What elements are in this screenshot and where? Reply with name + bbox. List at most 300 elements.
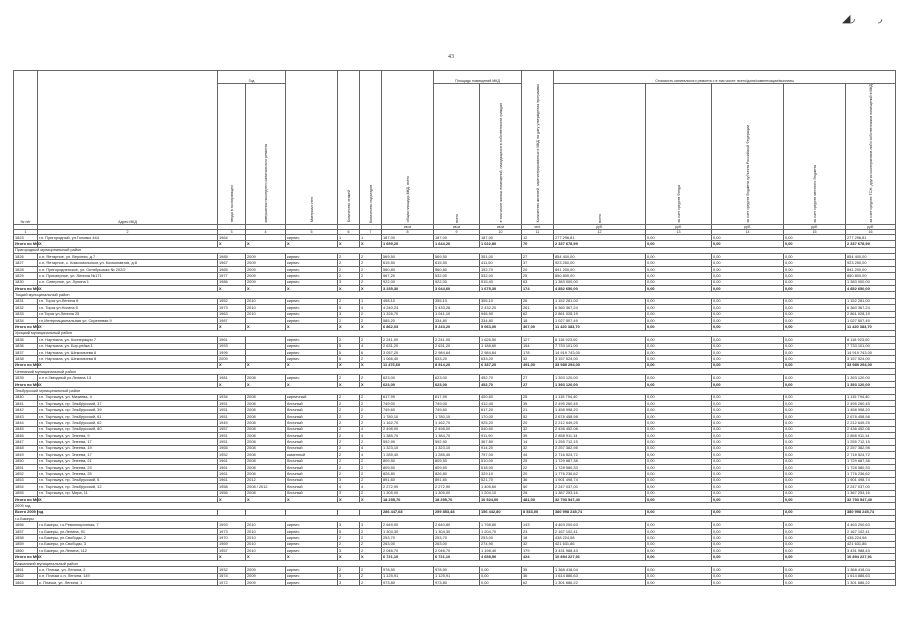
table-cell: 70 [522, 241, 554, 247]
table-cell: X [360, 381, 382, 387]
table-cell: 44 [522, 452, 554, 458]
table-cell: X [360, 362, 382, 368]
table-cell: 2010 [246, 541, 286, 547]
table-cell: 1 304,30 [434, 528, 480, 534]
table-cell: 0,00 [646, 381, 712, 387]
table-cell: 2010 [246, 548, 286, 554]
table-cell: 2 [338, 260, 360, 266]
unit-cell: руб. [846, 224, 896, 229]
table-cell: 0,00 [646, 260, 712, 266]
table-cell: 2009 [246, 567, 286, 573]
table-cell: 2 436 452,08 [846, 426, 896, 432]
table-cell: 0,00 [646, 337, 712, 343]
table-cell: 27 [522, 254, 554, 260]
table-cell: 973,80 [434, 579, 480, 585]
table-cell: 1851 [14, 464, 38, 470]
table-cell: 0,00 [784, 464, 846, 470]
table-cell: 749,00 [434, 401, 480, 407]
table-cell: кирпич [286, 522, 338, 528]
table-cell: 192,70 [480, 266, 522, 272]
table-cell: 3 044,60 [434, 286, 480, 292]
table-cell: 2 [360, 407, 382, 413]
table-cell: 0,00 [712, 548, 784, 554]
table-cell: X [338, 381, 360, 387]
table-cell: 623,00 [382, 381, 434, 387]
table-cell: 1855 [14, 490, 38, 496]
table-cell: блочный [286, 433, 338, 439]
table-cell: 0,00 [712, 573, 784, 579]
table-cell: 1 776 236,62 [846, 471, 896, 477]
table-cell: с.п. Пригородненское, ул. Октябрьская № 202/2 [38, 266, 218, 272]
table-cell: 2 337 678,99 [554, 241, 646, 247]
table-cell: 1836 [14, 343, 38, 349]
table-cell: 1 675,30 [480, 286, 522, 292]
table-cell: 62 [522, 579, 554, 585]
table-cell: 540,60 [480, 426, 522, 432]
table-cell: 334,80 [480, 317, 522, 323]
register-body [14, 234, 896, 585]
col-head-last-repair [246, 84, 286, 225]
table-cell: 2 [360, 394, 382, 400]
table-cell: 0,00 [784, 381, 846, 387]
table-cell: 0,00 [784, 471, 846, 477]
table-cell: 1835 [14, 337, 38, 343]
table-cell: Итого по МО [15, 381, 40, 387]
table-cell: 1 368 418,04 [554, 567, 646, 573]
table-cell: 1973 [218, 305, 246, 311]
table-cell: 592,90 [382, 439, 434, 445]
table-cell: 0,00 [784, 241, 846, 247]
table-cell: г.о.Бакеры, г.о.Революционная, 7 [38, 522, 218, 528]
table-cell: 438 224,58 [554, 535, 646, 541]
col-head-wall-material-text: Материал стен [309, 197, 314, 223]
table-cell: 0,00 [712, 401, 784, 407]
table-cell: г.п. Тырныауз, ул. Энеева, 21 [38, 458, 218, 464]
table-cell: 2009 [246, 579, 286, 585]
table-cell: 263,00 [382, 541, 434, 547]
table-cell: 25 [522, 458, 554, 464]
table-cell: кирпич [286, 541, 338, 547]
table-cell: 1 644,20 [434, 241, 480, 247]
table-cell: 1863 [14, 579, 38, 585]
table-cell: 170,00 [480, 413, 522, 419]
table-cell: 2 [338, 458, 360, 464]
table-cell: 0,00 [784, 349, 846, 355]
table-cell: 1961 [218, 458, 246, 464]
table-cell: 32 [522, 356, 554, 362]
table-cell: 923 250,00 [554, 260, 646, 266]
col-head-area-all-text: всего [454, 213, 459, 223]
table-cell: 154 [522, 343, 554, 349]
col-head-cost-all-text: всего [597, 213, 602, 223]
col-head-cost-all [554, 84, 646, 225]
table-cell: 3 157 524,00 [846, 356, 896, 362]
table-cell: 0,00 [712, 381, 784, 387]
table-cell: 0,00 [712, 234, 784, 240]
table-cell: 0,00 [712, 311, 784, 317]
table-cell: 143 [522, 522, 554, 528]
table-cell: 2 [360, 375, 382, 381]
table-cell: X [360, 241, 382, 247]
table-cell: 1844 [14, 420, 38, 426]
table-cell: 532,00 [434, 273, 480, 279]
table-cell: X [246, 496, 286, 502]
table-cell: 1860 [14, 548, 38, 554]
table-cell: X [286, 381, 338, 387]
table-cell: 2 716 524,72 [554, 452, 646, 458]
table-cell: 0,00 [480, 567, 522, 573]
table-cell: 973,80 [382, 579, 434, 585]
table-cell: 1843 [14, 413, 38, 419]
table-cell: 18 [522, 317, 554, 323]
table-cell: 1 285,40 [382, 452, 434, 458]
table-cell: 2 [338, 298, 360, 304]
table-cell: 36 [522, 477, 554, 483]
table-cell: 37 [522, 260, 554, 266]
table-cell: 52 [522, 413, 554, 419]
table-cell: 0,00 [646, 573, 712, 579]
table-cell: 2 498,00 [382, 426, 434, 432]
table-cell: 1 301 686,22 [554, 579, 646, 585]
table-cell: 7 733 101,00 [846, 343, 896, 349]
table-cell: г.п.Интернациональная ул. Сиреневая 9 [38, 317, 218, 323]
table-cell: 2 167 102,41 [554, 528, 646, 534]
table-cell: 2008 / 2012 [246, 484, 286, 490]
table-cell: 4 240,24 [382, 305, 434, 311]
table-cell: 2010 [246, 535, 286, 541]
table-cell: 0,00 [712, 375, 784, 381]
table-cell: 2 272,90 [434, 484, 480, 490]
table-cell: кирпич [286, 356, 338, 362]
corner-mark-left: ◢◞ [842, 13, 855, 25]
table-cell: кирпич [286, 548, 338, 554]
table-cell: 749,00 [382, 401, 434, 407]
table-cell: 0,00 [712, 241, 784, 247]
table-cell: кирпич [286, 337, 338, 343]
table-cell: 1 162,70 [382, 420, 434, 426]
col-head-cost-region [712, 84, 784, 225]
table-cell: 3 [338, 548, 360, 554]
table-cell: Итого по МО [15, 240, 40, 246]
table-cell: 0,00 [646, 554, 712, 560]
table-cell: 0,00 [646, 567, 712, 573]
table-cell: 0,00 [784, 311, 846, 317]
col-number: 4 [246, 229, 286, 234]
table-cell: 569,50 [434, 254, 480, 260]
table-cell: 1972 [218, 579, 246, 585]
table-cell: 3 [338, 279, 360, 285]
table-cell: 1842 [14, 407, 38, 413]
table-cell: 1981 [218, 375, 246, 381]
table-cell: 1850 [14, 458, 38, 464]
table-cell: 491,00 [522, 362, 554, 368]
col-number: 8 [382, 229, 434, 234]
table-cell: 1 383 000,00 [846, 279, 896, 285]
table-cell: 33 989 294,00 [846, 362, 896, 368]
table-cell: 2 [338, 433, 360, 439]
table-cell: 2 [338, 401, 360, 407]
table-cell: 0,00 [712, 541, 784, 547]
table-cell: 0,00 [712, 420, 784, 426]
table-cell: 0,00 [712, 535, 784, 541]
table-cell: 2008 [246, 375, 286, 381]
table-cell: 0,00 [646, 362, 712, 368]
table-cell: 978,50 [434, 567, 480, 573]
table-cell: 854 400,00 [554, 254, 646, 260]
table-cell: 1841 [14, 401, 38, 407]
table-cell: 0,00 [784, 420, 846, 426]
table-cell: г.п. Тырныауз, пр. Мира, 11 [38, 490, 218, 496]
table-cell: 0,00 [646, 349, 712, 355]
table-cell: 50 [522, 484, 554, 490]
table-cell: 1932 [218, 567, 246, 573]
table-cell: кирпичный [286, 394, 338, 400]
table-cell: 0,00 [784, 484, 846, 490]
table-cell: X [218, 381, 246, 387]
table-cell: г.п. Тырныауз, ул. Энеева, 23 [38, 464, 218, 470]
table-cell: 2 [338, 471, 360, 477]
table-cell: X [38, 496, 218, 502]
table-cell: г.п.Торск ул.Ленина 25 [38, 311, 218, 317]
table-cell: X [338, 496, 360, 502]
table-cell: 1961 [218, 477, 246, 483]
table-cell: 1 022,80 [480, 241, 522, 247]
table-cell: 0,00 [712, 579, 784, 585]
table-cell: X [218, 324, 246, 330]
table-cell: 2 [360, 401, 382, 407]
table-cell: 1951 [218, 433, 246, 439]
table-cell: 0,00 [646, 305, 712, 311]
table-cell: 569,50 [382, 254, 434, 260]
section-label: Баксанский муниципальный район [14, 560, 896, 566]
table-cell: 925,20 [480, 420, 522, 426]
table-cell: 2 [338, 407, 360, 413]
table-cell: кирпич [286, 317, 338, 323]
table-cell: 0,00 [712, 528, 784, 534]
col-head-residents [522, 71, 554, 225]
table-cell: 263,00 [434, 541, 480, 547]
table-cell: 797,00 [480, 452, 522, 458]
table-cell: 2 [360, 420, 382, 426]
table-cell: 36 [522, 573, 554, 579]
table-cell: 6 862,03 [382, 324, 434, 330]
table-cell: 592,90 [434, 439, 480, 445]
table-cell: 633,20 [434, 356, 480, 362]
table-cell: 1 152 281,00 [554, 298, 646, 304]
table-cell: X [218, 496, 246, 502]
table-cell: 0,00 [784, 273, 846, 279]
table-cell: 0,00 [646, 298, 712, 304]
table-cell: 0,00 [646, 324, 712, 330]
table-cell: 1 188,60 [480, 343, 522, 349]
table-cell: 0,00 [712, 337, 784, 343]
table-cell: 424 [522, 554, 554, 560]
table-cell: 1 728 580,33 [846, 464, 896, 470]
table-cell: 749,60 [382, 407, 434, 413]
table-cell: блочный [286, 445, 338, 451]
table-cell: 0,00 [784, 535, 846, 541]
table-cell: 978,50 [382, 567, 434, 573]
table-cell: 0,00 [646, 401, 712, 407]
table-cell: 5 063,00 [480, 324, 522, 330]
table-cell: 26 [522, 490, 554, 496]
table-cell: 1846 [14, 433, 38, 439]
table-cell: 0,00 [784, 375, 846, 381]
table-cell: 0,00 [784, 509, 846, 515]
table-cell: X [38, 286, 218, 292]
table-cell: 1832 [14, 305, 38, 311]
table-cell: 253,00 [480, 535, 522, 541]
table-cell: 14 919 743,00 [846, 349, 896, 355]
table-cell: 0,00 [646, 279, 712, 285]
table-cell: 1973 [218, 528, 246, 534]
table-cell: X [218, 554, 246, 560]
table-cell: 32 793 547,40 [554, 496, 646, 502]
table-cell: 914,20 [480, 445, 522, 451]
table-cell: 0,00 [646, 420, 712, 426]
table-cell: 2 [360, 490, 382, 496]
table-cell: 6 721,10 [382, 554, 434, 560]
table-cell: 8 914,20 [434, 362, 480, 368]
table-cell: 0,00 [784, 439, 846, 445]
table-cell: 0,00 [784, 548, 846, 554]
table-cell: 1859 [14, 541, 38, 547]
table-cell: каменный [286, 452, 338, 458]
table-cell: 1957 [218, 548, 246, 554]
table-cell: 2009 [246, 273, 286, 279]
table-cell: 0,00 [784, 490, 846, 496]
table-cell: 0,00 [712, 356, 784, 362]
table-cell: X [338, 324, 360, 330]
col-number: 12 [554, 229, 646, 234]
table-cell: 560,80 [434, 266, 480, 272]
table-cell: 2012 [246, 477, 286, 483]
table-cell: 187,00 [382, 234, 434, 240]
table-cell: 0,00 [712, 324, 784, 330]
table-cell: 4 463 200,63 [554, 522, 646, 528]
table-cell: 0,00 [712, 567, 784, 573]
table-cell: 2 858 911,14 [846, 433, 896, 439]
table-cell: 5 [338, 305, 360, 311]
table-cell: 14 919 743,00 [554, 349, 646, 355]
col-head-cost-fund-text: за счет средств Фонда [676, 184, 681, 223]
table-cell: 1965 [218, 445, 246, 451]
table-cell: 4 658,50 [480, 554, 522, 560]
table-cell: 2008 [246, 452, 286, 458]
table-cell: кирпич [286, 528, 338, 534]
table-cell: 1969 [218, 541, 246, 547]
table-cell: X [38, 554, 218, 560]
table-cell: 2009 [246, 266, 286, 272]
table-cell: 2 [360, 548, 382, 554]
table-cell: X [246, 241, 286, 247]
col-number: 10 [480, 229, 522, 234]
table-cell: г.п. Нарткала, ул. Шекихачева 6 [38, 349, 218, 355]
table-cell: 32 [522, 541, 554, 547]
table-cell: 2 631,20 [382, 343, 434, 349]
table-cell: 623,00 [382, 375, 434, 381]
table-cell: 2 [360, 464, 382, 470]
table-cell: 1 [360, 234, 382, 240]
table-cell: 0,00 [784, 266, 846, 272]
table-cell: 2 984,64 [434, 349, 480, 355]
table-cell: 4 852 650,00 [554, 286, 646, 292]
table-cell: 0,00 [712, 464, 784, 470]
table-cell: Итого по МО [15, 285, 40, 291]
table-cell: 2 046,70 [434, 548, 480, 554]
table-cell: 20 [522, 420, 554, 426]
table-cell: X [38, 324, 218, 330]
table-cell: 351,00 [480, 254, 522, 260]
table-cell: 0,00 [480, 573, 522, 579]
table-cell: 1839 [14, 375, 38, 381]
col-head-wall-material [286, 71, 338, 225]
table-cell: 1974 [218, 573, 246, 579]
table-cell: г.п. Тырныауз, ул. Энеева, 9 [38, 433, 218, 439]
col-head-address-text: Адрес МКД [118, 219, 137, 224]
table-cell: 1 323,10 [434, 445, 480, 451]
table-cell: 0,00 [784, 343, 846, 349]
table-cell: 2 212 649,25 [846, 420, 896, 426]
table-cell: 1952 [218, 452, 246, 458]
table-cell: 0,00 [712, 413, 784, 419]
table-cell: 1 326,70 [382, 311, 434, 317]
col-head-num [14, 71, 38, 225]
table-cell: 0,00 [712, 305, 784, 311]
table-cell: г.п. Тырныауз, ул. Энеева, 17 [38, 439, 218, 445]
table-cell: 0,00 [712, 317, 784, 323]
table-cell: 1951 [218, 439, 246, 445]
table-cell: 1 393 120,00 [846, 381, 896, 387]
table-cell: 22 [522, 464, 554, 470]
table-cell: 2008 [246, 433, 286, 439]
table-cell: кирпич [286, 579, 338, 585]
section-label: 2009 год [14, 503, 896, 509]
table-cell: 749,60 [434, 407, 480, 413]
table-cell: кирпич [286, 375, 338, 381]
table-cell: 1 780,10 [434, 413, 480, 419]
table-cell: X [286, 362, 338, 368]
table-cell: г.п. Нарткала, ул. Шекихачева 8 [38, 356, 218, 362]
table-cell: 923 250,00 [846, 260, 896, 266]
table-cell: 2 [338, 394, 360, 400]
table-cell: 2 257 382,98 [846, 445, 896, 451]
table-cell: 0,00 [646, 343, 712, 349]
table-cell: блочный [286, 420, 338, 426]
table-cell: 498,10 [382, 298, 434, 304]
table-cell: X [360, 496, 382, 502]
table-cell: 1854 [14, 484, 38, 490]
table-cell: 1 614 886,63 [846, 573, 896, 579]
table-cell: 0,00 [712, 490, 784, 496]
table-cell: 1951 [218, 413, 246, 419]
table-cell: 2 241,00 [382, 337, 434, 343]
table-cell: 911,90 [480, 433, 522, 439]
table-cell: 0,00 [646, 528, 712, 534]
section-label: Тоцкий муниципальный район [14, 292, 896, 298]
table-cell: г.п. Тырныауз, пр. Эльбрусский, 80 [38, 426, 218, 432]
table-cell: 2009 [246, 573, 286, 579]
table-cell: 1 367 253,16 [554, 490, 646, 496]
table-cell: 0,00 [646, 541, 712, 547]
table-cell: 1834 [14, 317, 38, 323]
table-cell: 1827 [14, 260, 38, 266]
table-cell: 1 027 507,49 [846, 317, 896, 323]
table-cell: 0,00 [784, 477, 846, 483]
table-cell: 1 798,80 [480, 522, 522, 528]
table-cell: X [338, 241, 360, 247]
table-cell: 1 405,60 [480, 484, 522, 490]
